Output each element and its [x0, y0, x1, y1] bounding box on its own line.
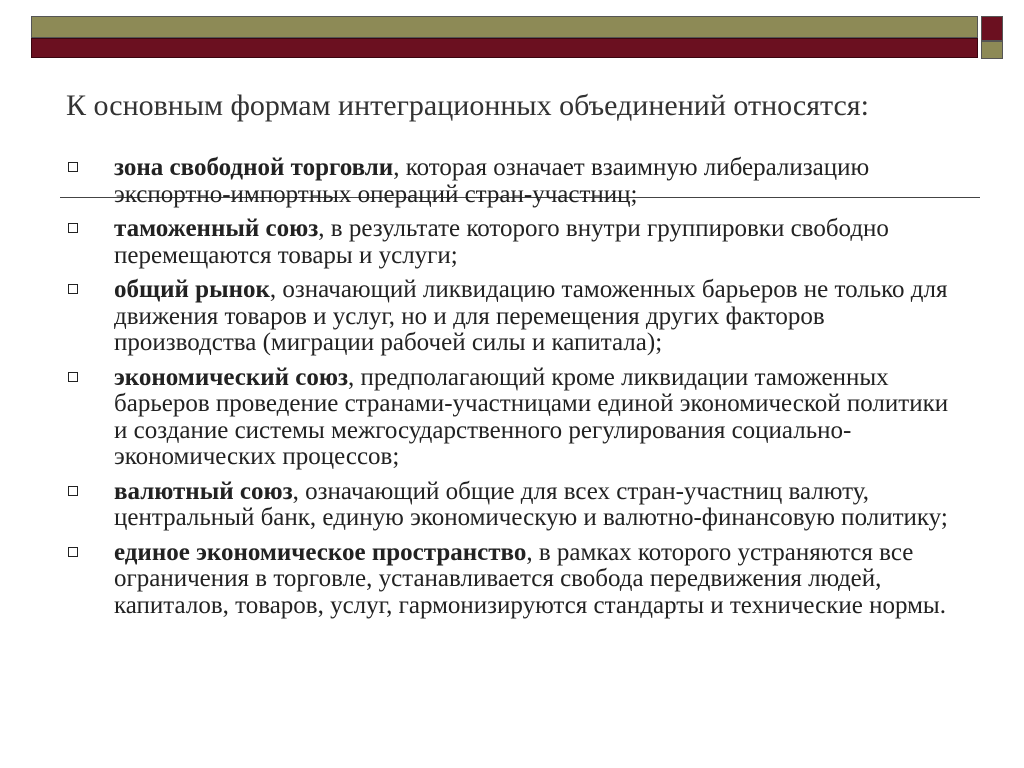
- item-text: , которая означает взаимную либерализацию экспортно-импортных операций стран-участниц;: [114, 154, 870, 208]
- header-olive-band: [31, 16, 978, 38]
- item-text: , означающий ликвидацию таможенных барьеров не только для движения товаров и услуг, но и для перемещения других факторов производства (миграции рабочей силы и капитала);: [114, 276, 948, 356]
- list-item: [62, 155, 962, 208]
- item-term: таможенный союз: [114, 215, 319, 242]
- list-item: [62, 479, 962, 532]
- square-bullet-icon: [68, 372, 78, 382]
- list-item: [62, 216, 962, 269]
- item-text: , означающий общие для всех стран-участниц валюту, центральный банк, единую экономическую и валютно-финансовую политику;: [114, 477, 948, 531]
- square-bullet-icon: [68, 284, 78, 294]
- square-bullet-icon: [68, 486, 78, 496]
- header-corner-square-olive: [981, 41, 1003, 59]
- square-bullet-icon: [68, 162, 78, 172]
- item-term: экономический союз: [114, 363, 349, 391]
- item-term: общий рынок: [114, 276, 270, 303]
- item-text: , в рамках которого устраняются все ограничения в торговле, устанавливается свобода передвижения людей, капиталов, товаров, услуг, гармонизируются стандарты и технические нормы.: [114, 538, 946, 619]
- slide-title: К основным формам интеграционных объединений относятся:: [66, 89, 869, 122]
- header-corner-square-maroon: [981, 16, 1003, 41]
- square-bullet-icon: [68, 223, 78, 233]
- list-item: [62, 540, 962, 620]
- header-maroon-band: [31, 38, 978, 58]
- forms-list: [62, 155, 962, 627]
- item-term: валютный союз: [114, 477, 293, 505]
- header-decoration-bar: [31, 16, 978, 58]
- list-item: [62, 277, 962, 357]
- square-bullet-icon: [68, 547, 78, 557]
- item-text: , предполагающий кроме ликвидации таможенных барьеров проведение странами-участницами единой экономической политики и создание системы межгосударственного регулирования социально-экономических процессов;: [114, 363, 949, 470]
- item-term: единое экономическое пространство: [114, 538, 527, 566]
- item-term: зона свободной торговли: [114, 154, 394, 181]
- item-text: , в результате которого внутри группировки свободно перемещаются товары и услуги;: [114, 215, 889, 269]
- list-item: [62, 365, 962, 471]
